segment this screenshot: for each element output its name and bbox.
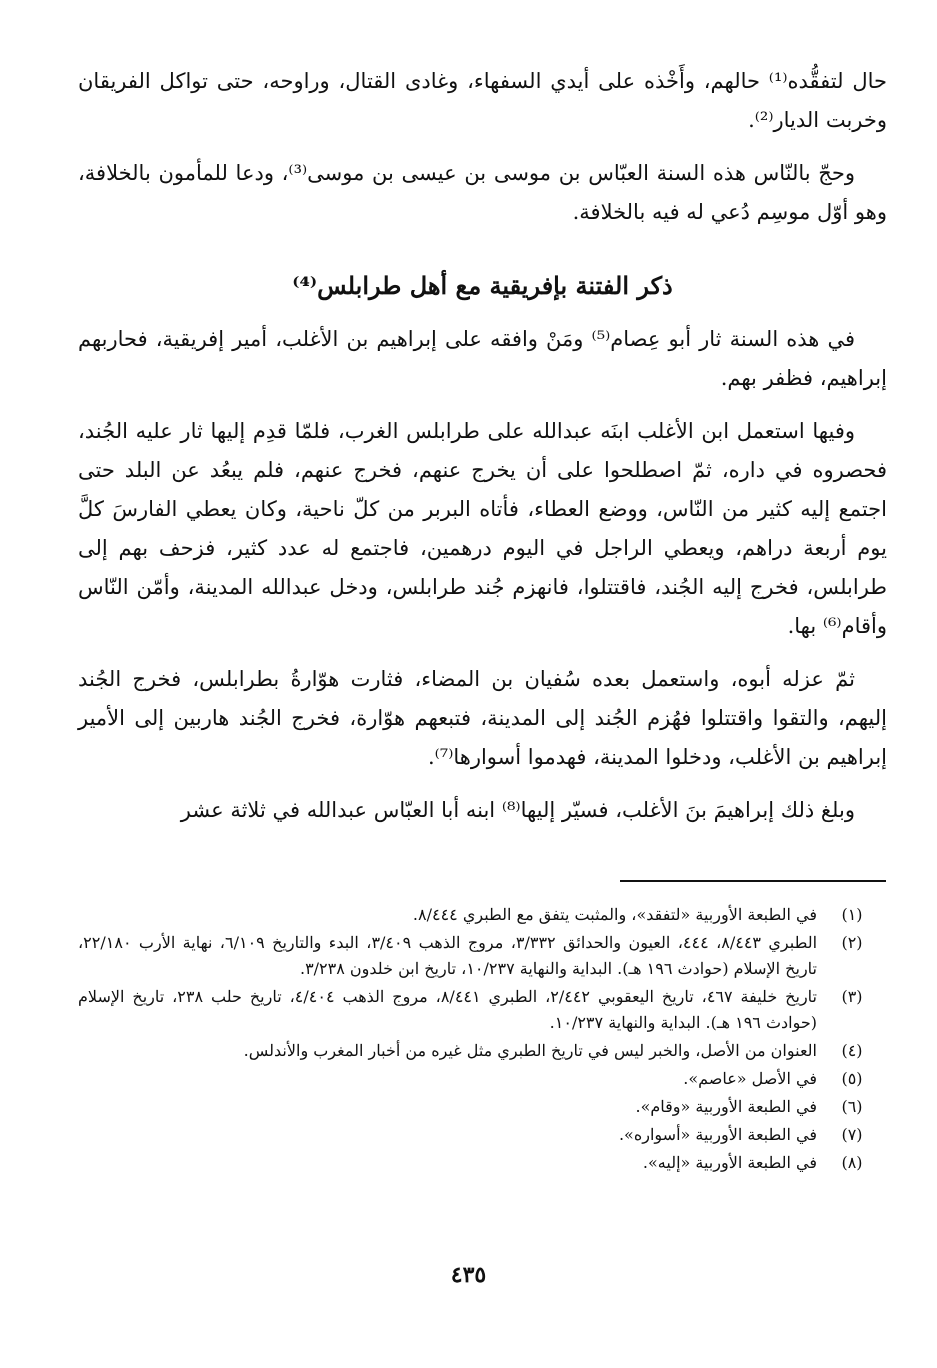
footnote-item xyxy=(78,1038,887,1064)
page-number: ٤٣٥ xyxy=(450,1262,487,1288)
footnote-number: (٥) xyxy=(841,1069,863,1088)
paragraph-pilgrimage: وحجّ بالنّاس هذه السنة العبّاس بن موسى بن عيسى بن موسى⁽³⁾، ودعا للمأمون بالخلافة، وهو أوّل موسِم دُعي له فيه بالخلافة. xyxy=(78,161,887,224)
footnote-item xyxy=(78,1122,887,1148)
footnote-item xyxy=(78,902,887,928)
footnote-text: في الطبعة الأوربية «لتفقد»، والمثبت يتفق مع الطبري ٨/٤٤٤. xyxy=(412,905,817,924)
paragraph-abu-isam: في هذه السنة ثار أبو عِصام⁽⁵⁾ ومَنْ وافقه على إبراهيم بن الأغلب، أمير إفريقية، فحاربهم إبراهيم، فظفر بهم. xyxy=(78,327,887,390)
footnote-text: في الأصل «عاصم». xyxy=(683,1069,817,1088)
main-text xyxy=(78,62,887,844)
footnote-text: في الطبعة الأوربية «إليه». xyxy=(642,1153,817,1172)
paragraph-abu-abbas: وبلغ ذلك إبراهيمَ بنَ الأغلب، فسيّر إليها⁽⁸⁾ ابنه أبا العبّاس عبدالله في ثلاثة عشر xyxy=(180,798,855,822)
footnotes-list xyxy=(78,902,887,1178)
footnote-item xyxy=(78,984,887,1036)
footnote-divider xyxy=(620,880,886,882)
footnote-number: (٤) xyxy=(841,1041,863,1060)
footnote-number: (٧) xyxy=(841,1125,863,1144)
footnote-text: العنوان من الأصل، والخبر ليس في تاريخ الطبري مثل غيره من أخبار المغرب والأندلس. xyxy=(243,1041,817,1060)
footnote-number: (٦) xyxy=(841,1097,863,1116)
footnote-text: الطبري ٨/٤٤٣، ٤٤٤، العيون والحدائق ٣/٣٣٢، مروج الذهب ٣/٤٠٩، البدء والتاريخ ٦/١٠٩، نهاية الأرب ٢٢/١٨٠، تاريخ الإسلام (حوادث ١٩٦ هـ). البداية والنهاية ١٠/٢٣٧، تاريخ ابن خلدون ٣/٢٣٨. xyxy=(78,933,818,978)
footnote-text: في الطبعة الأوربية «وقام». xyxy=(635,1097,817,1116)
footnote-item xyxy=(78,1150,887,1176)
footnote-item xyxy=(78,1094,887,1120)
footnote-text: في الطبعة الأوربية «أسواره». xyxy=(618,1125,817,1144)
footnote-item xyxy=(78,1066,887,1092)
footnote-item xyxy=(78,930,887,982)
paragraph-continuation: حال لتفقُّده⁽¹⁾ حالهم، وأَخْذه على أيدي السفهاء، وغادى القتال، وراوحه، حتى تواكل الفريقان وخربت الديار⁽²⁾. xyxy=(78,69,887,132)
footnote-number: (٣) xyxy=(841,987,863,1006)
section-heading: ذكر الفتنة بإفريقية مع أهل طرابلس⁽⁴⁾ xyxy=(292,271,673,300)
footnote-number: (١) xyxy=(841,905,863,924)
paragraph-sufyan: ثمّ عزله أبوه، واستعمل بعده سُفيان بن المضاء، فثارت هوّارةُ بطرابلس، فخرج الجُند إليهم، والتقوا واقتتلوا فهُزم الجُند إلى المدينة، فتبعهم هوّارة، فخرج الجُند هاربين إلى الأمير إبراهيم بن الأغلب، ودخلوا المدينة، فهدموا أسوارها⁽⁷⁾. xyxy=(78,667,887,769)
footnote-number: (٨) xyxy=(841,1153,863,1172)
paragraph-abdallah-tripoli: وفيها استعمل ابن الأغلب ابنَه عبدالله على طرابلس الغرب، فلمّا قدِم إليها ثار عليه الجُند، فحصروه في داره، ثمّ اصطلحوا على أن يخرج عنهم، فخرج عنهم، فلم يبعُد عن البلد حتى اجتمع إليه كثير من النّاس، ووضع العطاء، فأتاه البربر من كلّ ناحية، وكان يعطي الفارسَ كلَّ يوم أربعة دراهم، ويعطي الراجل في اليوم درهمين، فاجتمع له عدد كثير، فزحف بهم إلى طرابلس، فخرج إليه الجُند، فاقتتلوا، فانهزم جُند طرابلس، ودخل عبدالله المدينة، وأمّن النّاس وأقام⁽⁶⁾ بها. xyxy=(78,419,887,638)
footnote-text: تاريخ خليفة ٤٦٧، تاريخ اليعقوبي ٢/٤٤٢، الطبري ٨/٤٤١، مروج الذهب ٤/٤٠٤، تاريخ حلب ٢٣٨، تاريخ الإسلام (حوادث ١٩٦ هـ). البداية والنهاية ١٠/٢٣٧. xyxy=(78,987,817,1032)
footnote-number: (٢) xyxy=(841,933,863,952)
